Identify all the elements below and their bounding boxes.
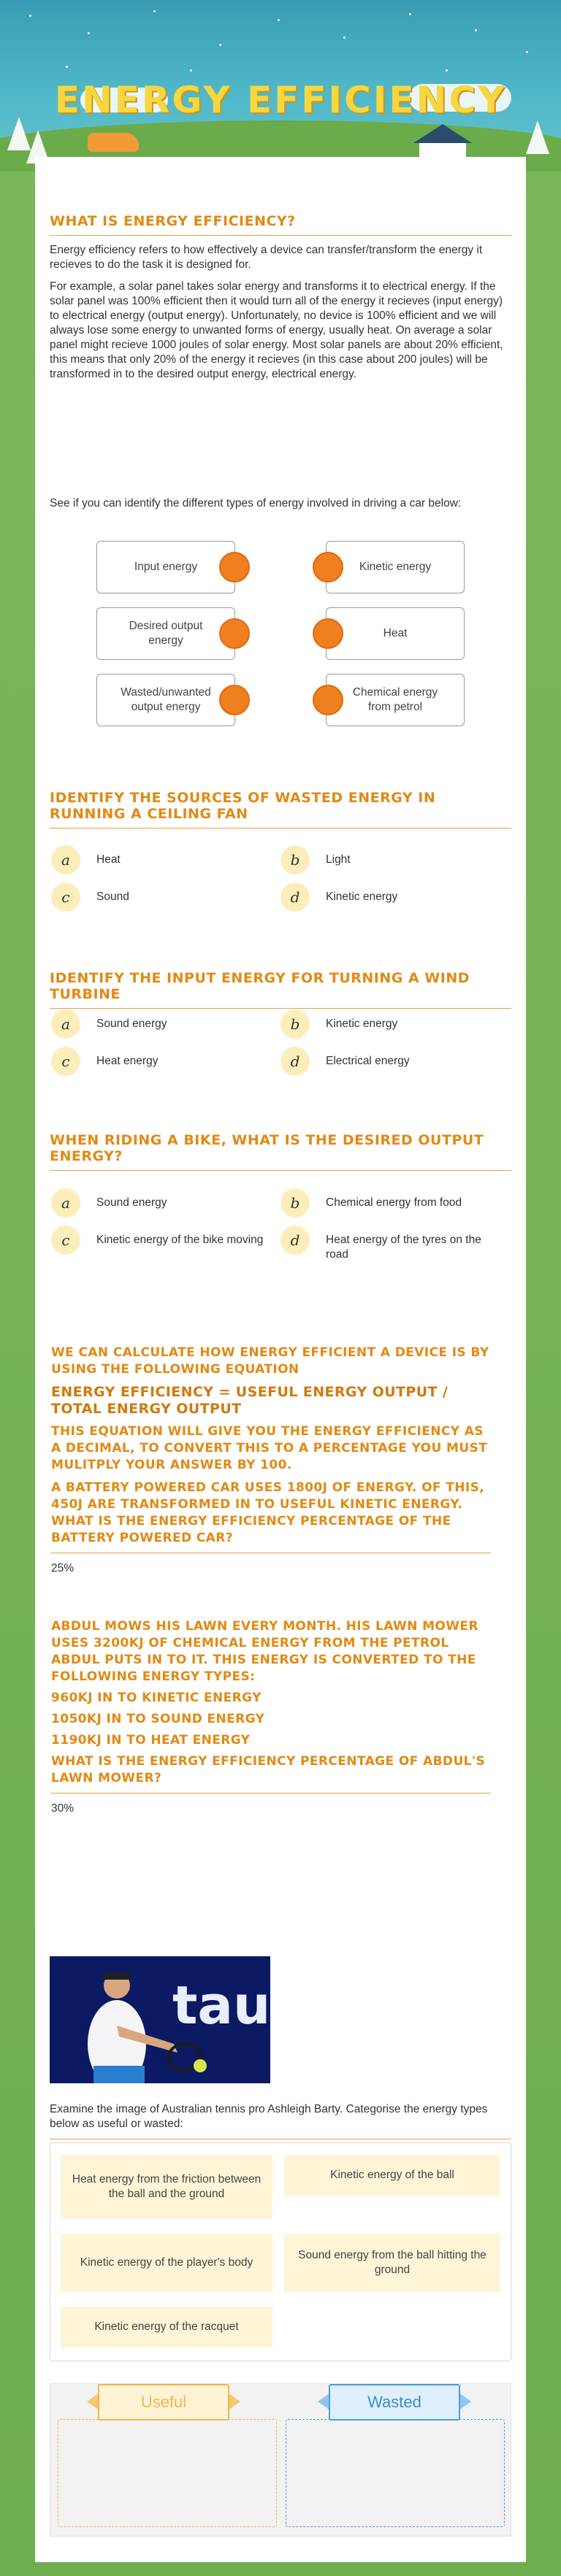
option-text: Kinetic energy xyxy=(326,1018,398,1030)
sorting-area xyxy=(50,2383,511,2537)
efficiency-equation: ENERGY EFFICIENCY = USEFUL ENERGY OUTPUT / TOTAL ENERGY OUTPUT xyxy=(51,1384,449,1417)
option-text: Light xyxy=(326,853,351,866)
lawn-type-heat: 1190KJ IN TO HEAT ENERGY xyxy=(51,1733,251,1748)
option-text: Heat xyxy=(96,853,121,866)
lawn-type-sound: 1050KJ IN TO SOUND ENERGY xyxy=(51,1712,265,1726)
quiz-option[interactable] xyxy=(51,1226,264,1255)
option-letter: b xyxy=(280,1010,310,1039)
option-letter: c xyxy=(51,1226,80,1255)
answer-car[interactable]: 25% xyxy=(51,1562,75,1575)
match-right-heat[interactable]: Heat xyxy=(326,607,465,660)
option-letter: d xyxy=(280,1047,310,1076)
match-right-chemical[interactable]: Chemical energy from petrol xyxy=(326,674,465,726)
option-text: Electrical energy xyxy=(326,1055,410,1067)
option-text: Kinetic energy xyxy=(326,891,398,903)
option-text: Chemical energy from food xyxy=(326,1196,462,1209)
option-text: Sound xyxy=(96,891,129,903)
quiz-option[interactable] xyxy=(280,883,494,912)
match-left-connector[interactable] xyxy=(219,685,250,715)
quiz-option[interactable] xyxy=(51,883,264,912)
intro-paragraph-2: For example, a solar panel takes solar energy and transforms it to electrical energy. If the solar panel was 100% efficient then it would turn all of the energy it recieves (input energy) to electrical energy (output energy). Unfortunately, no device is 100% efficient and we will always lose some energy to unwanted forms of energy, usually heat. On average a solar panel might recieve 1000 joules of solar energy. Most solar panels are about 20% efficient, this means that only 20% of the energy it recieves (in this case about 200 joules) will be transformed in to the desired output energy, electrical energy. xyxy=(50,280,503,380)
option-letter: c xyxy=(51,1047,80,1076)
option-text: Sound energy xyxy=(96,1196,167,1209)
content-card xyxy=(35,157,526,2562)
question-heading-bike: WHEN RIDING A BIKE, WHAT IS THE DESIRED OUTPUT ENERGY? xyxy=(50,1132,511,1171)
energy-chip[interactable]: Heat energy from the friction between the ball and the ground xyxy=(61,2155,272,2219)
lawn-question: WHAT IS THE ENERGY EFFICIENCY PERCENTAGE OF ABDUL'S LAWN MOWER? xyxy=(51,1753,491,1793)
energy-chip[interactable]: Kinetic energy of the ball xyxy=(284,2155,500,2196)
wasted-drop-area[interactable] xyxy=(286,2419,505,2527)
option-text: Sound energy xyxy=(96,1018,167,1030)
match-left-connector[interactable] xyxy=(219,618,250,649)
hero-banner xyxy=(0,0,561,172)
energy-chip[interactable]: Sound energy from the ball hitting the ground xyxy=(284,2234,500,2292)
answer-lawn[interactable]: 30% xyxy=(51,1802,75,1815)
option-letter: a xyxy=(51,1188,80,1218)
categorise-prompt: Examine the image of Australian tennis pro Ashleigh Barty. Categorise the energy types below as useful or wasted: xyxy=(50,2102,511,2139)
lawn-intro: ABDUL MOWS HIS LAWN EVERY MONTH. HIS LAWN MOWER USES 3200KJ OF CHEMICAL ENERGY FROM THE PETROL ABDUL PUTS IN TO IT. THIS ENERGY IS CONVERTED TO THE FOLLOWING ENERGY TYPES: xyxy=(51,1619,478,1684)
quiz-option[interactable] xyxy=(280,1226,494,1262)
quiz-option[interactable] xyxy=(51,845,264,874)
question-heading-ceiling-fan: IDENTIFY THE SOURCES OF WASTED ENERGY IN RUNNING A CEILING FAN xyxy=(50,790,511,828)
sponsor-logo-text: tau xyxy=(172,1975,270,2036)
quiz-option[interactable] xyxy=(280,1188,494,1218)
match-right-connector[interactable] xyxy=(313,685,343,715)
option-text: Kinetic energy of the bike moving xyxy=(96,1234,264,1246)
option-text: Heat energy of the tyres on the road xyxy=(326,1234,481,1261)
car-illustration xyxy=(88,133,139,152)
calc-intro: WE CAN CALCULATE HOW ENERGY EFFICIENT A DEVICE IS BY USING THE FOLLOWING EQUATION xyxy=(51,1345,489,1377)
quiz-option[interactable] xyxy=(51,1010,264,1039)
match-left-input[interactable]: Input energy xyxy=(96,541,235,593)
calc-conversion-note: THIS EQUATION WILL GIVE YOU THE ENERGY EFFICIENCY AS A DECIMAL, TO CONVERT THIS TO A PERCENTAGE YOU MUST MULITPLY YOUR ANSWER BY 100. xyxy=(51,1424,488,1472)
intro-paragraph-1: Energy efficiency refers to how effectively a device can transfer/transform the energy it recieves to do the task it is designed for. xyxy=(50,244,483,271)
energy-chip[interactable]: Kinetic energy of the racquet xyxy=(61,2307,272,2348)
option-letter: c xyxy=(51,883,80,912)
question-heading-wind-turbine: IDENTIFY THE INPUT ENERGY FOR TURNING A WIND TURBINE xyxy=(50,970,511,1009)
useful-label: Useful xyxy=(98,2384,229,2421)
calc-question-car: A BATTERY POWERED CAR USES 1800J OF ENERGY. OF THIS, 450J ARE TRANSFORMED IN TO USEFUL KINETIC ENERGY. WHAT IS THE ENERGY EFFICIENCY PERCENTAGE OF THE BATTERY POWERED CAR? xyxy=(51,1480,491,1553)
page-title: ENERGY EFFICIENCY xyxy=(54,79,507,121)
tennis-player-photo xyxy=(50,1956,270,2083)
wasted-label: Wasted xyxy=(329,2384,460,2421)
quiz-option[interactable] xyxy=(51,1188,264,1218)
option-letter: b xyxy=(280,1188,310,1218)
chip-bank xyxy=(50,2142,511,2361)
quiz-option[interactable] xyxy=(51,1047,264,1076)
match-right-kinetic[interactable]: Kinetic energy xyxy=(326,541,465,593)
quiz-option[interactable] xyxy=(280,1010,494,1039)
useful-drop-area[interactable] xyxy=(58,2419,277,2527)
quiz-option[interactable] xyxy=(280,845,494,874)
match-right-connector[interactable] xyxy=(313,618,343,649)
section-heading-intro: WHAT IS ENERGY EFFICIENCY? xyxy=(50,213,511,236)
option-letter: a xyxy=(51,845,80,874)
match-left-desired[interactable]: Desired output energy xyxy=(96,607,235,660)
option-letter: a xyxy=(51,1010,80,1039)
option-text: Heat energy xyxy=(96,1055,159,1067)
quiz-option[interactable] xyxy=(280,1047,494,1076)
option-letter: b xyxy=(280,845,310,874)
matching-prompt: See if you can identify the different types of energy involved in driving a car below: xyxy=(50,497,462,510)
match-left-wasted[interactable]: Wasted/unwanted output energy xyxy=(96,674,235,726)
tennis-player-illustration xyxy=(50,1956,270,2083)
match-left-connector[interactable] xyxy=(219,552,250,583)
lawn-type-kinetic: 960KJ IN TO KINETIC ENERGY xyxy=(51,1691,262,1705)
option-letter: d xyxy=(280,883,310,912)
energy-chip[interactable]: Kinetic energy of the player's body xyxy=(61,2234,272,2292)
match-right-connector[interactable] xyxy=(313,552,343,583)
option-letter: d xyxy=(280,1226,310,1255)
